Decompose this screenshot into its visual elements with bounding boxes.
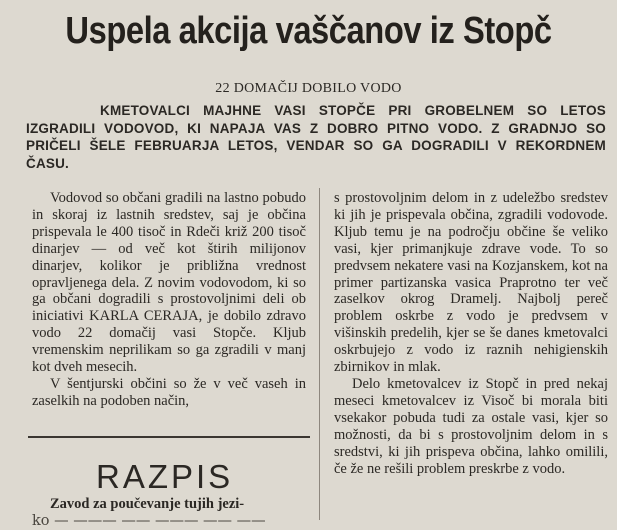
- article-lead: KMETOVALCI MAJHNE VASI STOPČE PRI GROBELNEM SO LETOS IZGRADILI VODOVOD, KI NAPAJA VAS Z DOBRO PITNO VODO. Z GRADNJO SO PRIČELI ŠELE FEBRUARJA LETOS, VENDAR SO GA DOGRADILI V REKORDNEM ČASU.: [26, 103, 606, 171]
- article-paragraph: V šentjurski občini so že v več vaseh in zaselkih na podoben način,: [32, 375, 306, 409]
- article-column-left: [32, 190, 306, 410]
- article-column-right: [334, 190, 608, 477]
- article-subheadline: 22 DOMAČIJ DOBILO VODO: [215, 81, 402, 96]
- section-divider: [28, 436, 310, 438]
- article-paragraph: Delo kmetovalcev iz Stopč in pred nekaj meseci kmetovalcev iz Visoč bi morala biti vsekakor pobuda tudi za ostale vasi, kjer so možnosti, da bi s prostovoljnim delom in s sredstvi, ki jih prispeva občina, lahko omilili, če že ne rešili problem preskrbe z vodo.: [334, 375, 608, 477]
- notice-title: RAZPIS: [96, 458, 234, 495]
- article-paragraph: Vodovod so občani gradili na lastno pobudo in skoraj iz lastnih sredstev, saj je občina prispevala le 400 tisoč in Rdeči križ 200 tisoč dinarjev — od več kot štirih milijonov dinarjev, kolikor je približna vrednost opravljenega dela. Z novim vodovodom, ki so ga občani dogradili s prostovoljnimi deli ob iniciativi KARLA CERAJA, je dobilo zdravo vodo 22 domačij vasi Stopče. Kljub vremenskim neprilikam so ga zgradili v manj kot dveh mesecih.: [32, 190, 306, 376]
- article-headline: Uspela akcija vaščanov iz Stopč: [65, 10, 552, 52]
- notice-text-cutoff: ko — ——— —— ——— —— ——: [32, 513, 266, 529]
- article-paragraph: s prostovoljnim delom in z udeležbo sredstev ki jih je prispevala občina, zgradili vodovode. Kljub temu je na področju občine še veliko vasi, kjer primanjkuje zdrave vode. To so predvsem nekatere vasi na Kozjanskem, kot na primer partizanska vasica Praprotno ter več zaselkov okrog Dramelj. Najbolj pereč problem oskrbe z vodo je predvsem v višinskih predelih, kjer se še danes kmetovalci oskrbujejo z vodo iz raznih nehigienskih zbirnikov in mlak.: [334, 190, 608, 376]
- column-divider: [319, 188, 320, 520]
- notice-text: Zavod za poučevanje tujih jezi-: [50, 496, 245, 512]
